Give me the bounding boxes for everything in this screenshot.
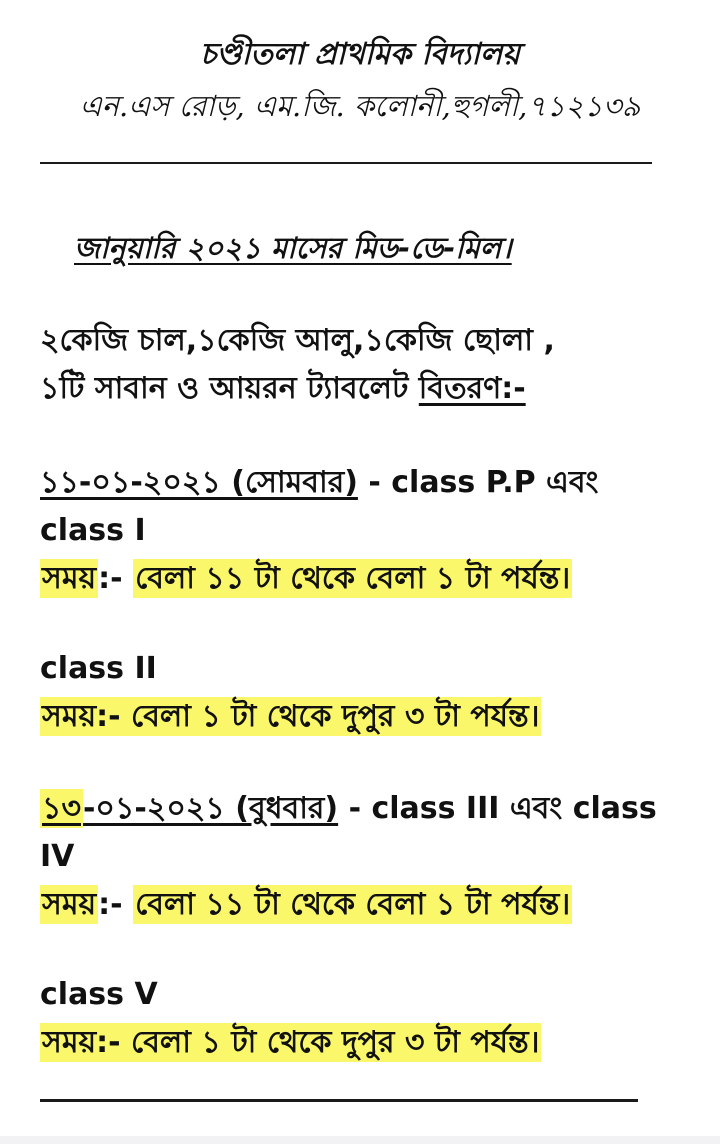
top-divider	[40, 162, 652, 164]
bottom-strip	[0, 1136, 720, 1144]
items-line-2	[40, 370, 526, 408]
day1-classes-cont: class I	[40, 513, 146, 548]
day2-time-text: বেলা ১১ টা থেকে বেলা ১ টা পর্যন্ত।	[135, 887, 571, 922]
day2-class-v: class V	[40, 977, 158, 1012]
items-line-1: ২কেজি চাল,১কেজি আলু,১কেজি ছোলা ,	[40, 323, 555, 358]
distribution-label: বিতরণ:-	[418, 371, 526, 406]
day1-classes: - class P.P এবং	[357, 465, 599, 500]
school-name: চণ্ডীতলা প্রাথমিক বিদ্যালয়	[200, 37, 520, 72]
day1-time-text: বেলা ১১ টা থেকে বেলা ১ টা পর্যন্ত।	[135, 561, 571, 596]
day2-time-line	[40, 886, 572, 924]
day2-date: -০১-২০২১ (বুধবার)	[82, 791, 339, 826]
notice-title: জানুয়ারি ২০২১ মাসের মিড-ডে-মিল।	[74, 231, 512, 265]
day2-time2-line	[40, 1024, 541, 1062]
day2-date-highlight: ১৩	[42, 791, 81, 826]
bottom-divider	[40, 1099, 638, 1102]
day1-time-sep: :-	[98, 561, 134, 596]
day1-date: ১১-০১-২০২১ (সোমবার)	[40, 465, 358, 500]
items-text: ১টি সাবান ও আয়রন ট্যাবলেট	[40, 371, 419, 406]
day2-time-label: সময়	[42, 887, 97, 922]
day1-time-label: সময়	[42, 561, 97, 596]
day1-time2: সময়:- বেলা ১ টা থেকে দুপুর ৩ টা পর্যন্ত।	[42, 699, 540, 734]
day2-time-sep: :-	[98, 887, 134, 922]
day2-time2: সময়:- বেলা ১ টা থেকে দুপুর ৩ টা পর্যন্ত।	[42, 1025, 540, 1060]
day1-class-ii: class II	[40, 651, 157, 686]
day2-classes-cont: IV	[40, 839, 75, 874]
day1-date-line	[40, 464, 598, 502]
day2-date-line	[40, 790, 657, 828]
day1-time-line	[40, 560, 572, 598]
school-address: এন.এস রোড়, এম.জি. কলোনী,হুগলী,৭১২১৩৯	[79, 89, 641, 123]
day2-classes: - class III এবং class	[338, 791, 657, 826]
day1-time2-line	[40, 698, 541, 736]
